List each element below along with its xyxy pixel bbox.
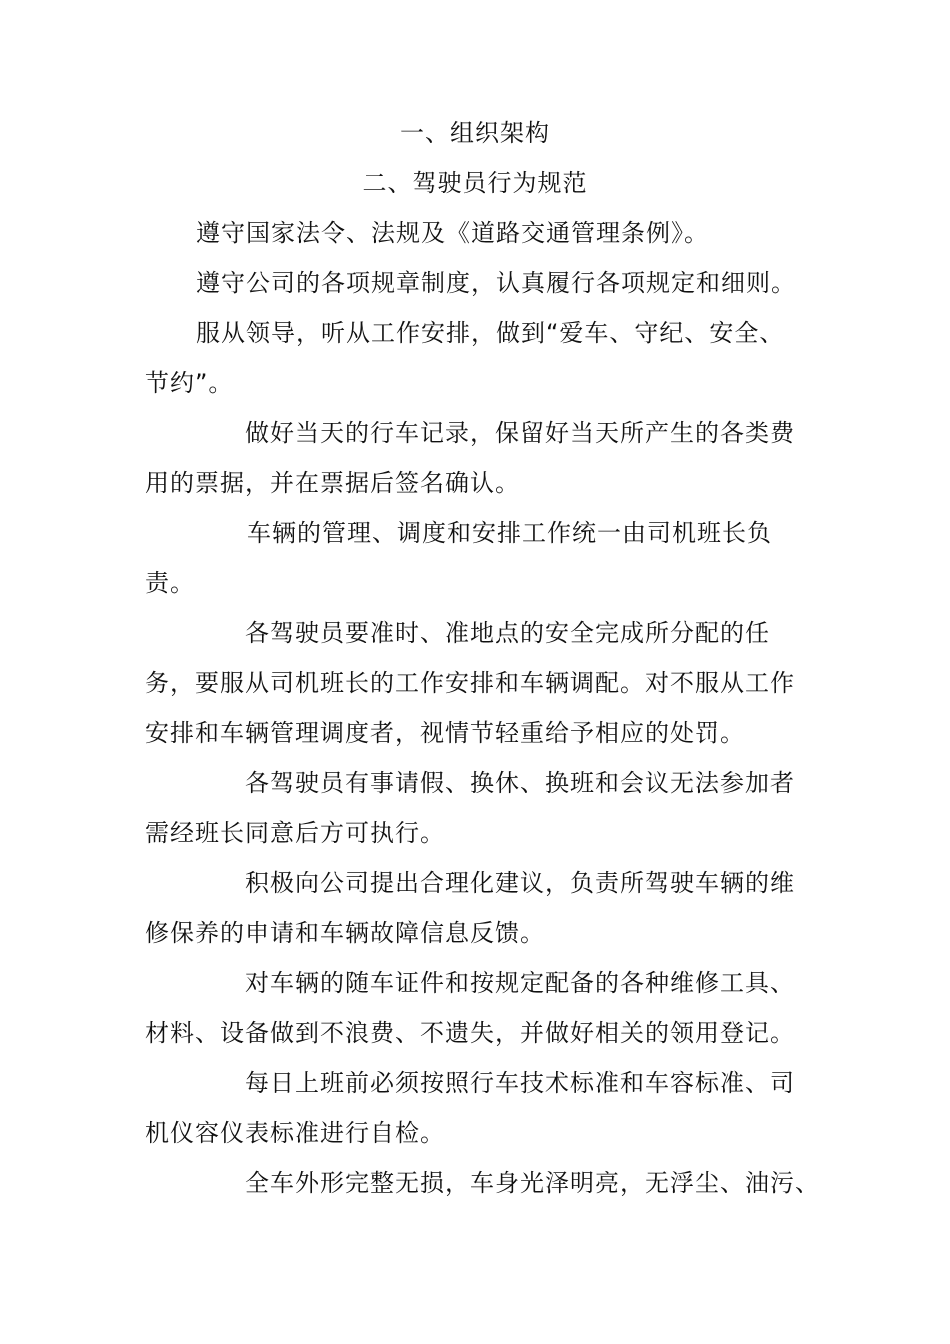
- text-line: 每日上班前必须按照行车技术标准和车容标准、司: [245, 1069, 795, 1097]
- text-line: 对车辆的随车证件和按规定配备的各种维修工具、: [245, 969, 795, 997]
- text-line: 遵守公司的各项规章制度，认真履行各项规定和细则。: [196, 269, 796, 297]
- text-line: 务，要服从司机班长的工作安排和车辆调配。对不服从工作: [145, 669, 795, 697]
- text-line: 责。: [145, 569, 195, 597]
- text-line: 积极向公司提出合理化建议，负责所驾驶车辆的维: [245, 869, 795, 897]
- text-line: 用的票据，并在票据后签名确认。: [145, 469, 520, 497]
- heading-driver-conduct: 二、驾驶员行为规范: [362, 169, 588, 197]
- text-line: 机仪容仪表标准进行自检。: [145, 1119, 445, 1147]
- text-line: 服从领导，听从工作安排，做到“爱车、守纪、安全、: [196, 319, 785, 347]
- text-line: 车辆的管理、调度和安排工作统一由司机班长负: [247, 519, 772, 547]
- heading-organization: 一、组织架构: [400, 119, 550, 147]
- text-line: 安排和车辆管理调度者，视情节轻重给予相应的处罚。: [145, 719, 745, 747]
- text-line: 节约”。: [145, 369, 234, 397]
- text-line: 做好当天的行车记录，保留好当天所产生的各类费: [245, 419, 795, 447]
- text-line: 需经班长同意后方可执行。: [145, 819, 445, 847]
- text-line: 各驾驶员有事请假、换休、换班和会议无法参加者: [245, 769, 795, 797]
- text-line: 各驾驶员要准时、准地点的安全完成所分配的任: [245, 619, 770, 647]
- text-line: 材料、设备做到不浪费、不遗失，并做好相关的领用登记。: [145, 1019, 795, 1047]
- text-line: 全车外形完整无损，车身光泽明亮，无浮尘、油污、: [245, 1169, 820, 1197]
- text-line: 修保养的申请和车辆故障信息反馈。: [145, 919, 545, 947]
- text-line: 遵守国家法令、法规及《道路交通管理条例》。: [196, 219, 709, 247]
